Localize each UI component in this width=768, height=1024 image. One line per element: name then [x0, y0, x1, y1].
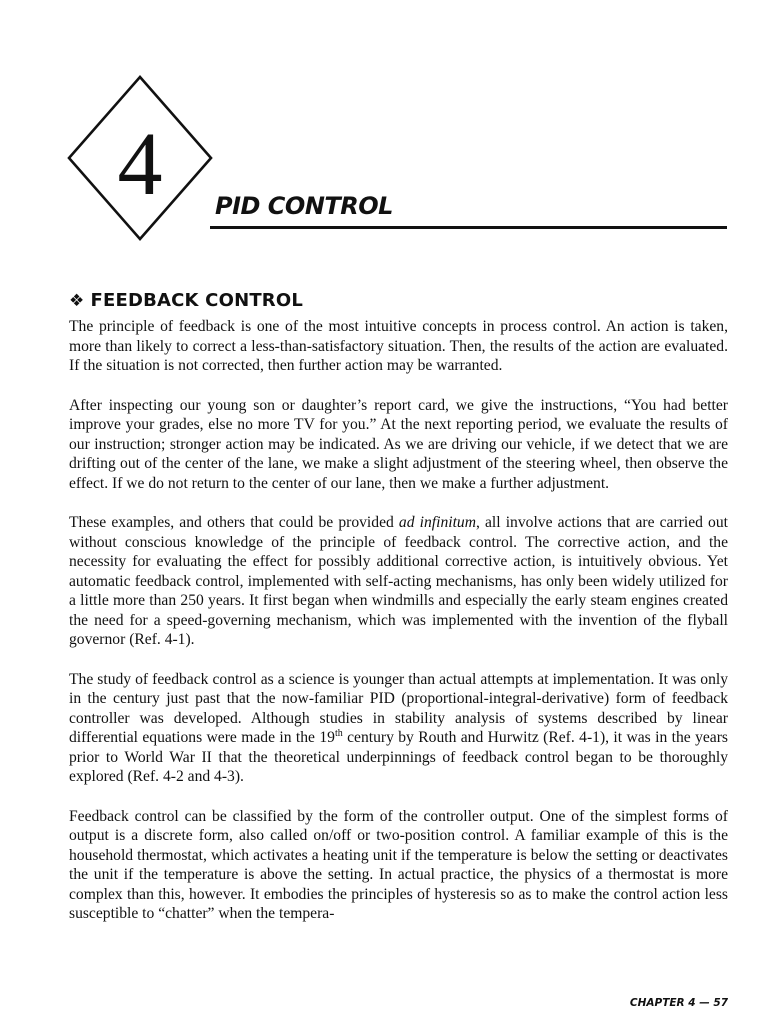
paragraph-3-part-2: , all involve actions that are carried out without conscious knowledge of the principle of feedback control. The corrective action, and the necessity for evaluating the effect for possibly additional corrective action, is intuitively obvious. Yet automatic feedback control, implemented with self-acting mechanisms, has only been widely utilized for a little more than 250 years. It first began when windmills and especially the early steam engines created the need for a speed-governing mechanism, which was implemented with the invention of the flyball governor (Ref. 4-1). [69, 514, 728, 648]
paragraph-3-part-1: These examples, and others that could be provided [69, 514, 399, 531]
paragraph-4-part-2: century by Routh and Hurwitz (Ref. 4-1), it was in the years prior to World War II that the theoretical underpinnings of feedback control began to be thoroughly explored (Ref. 4-2 and 4-3). [69, 729, 728, 785]
section-heading-text: FEEDBACK CONTROL [90, 290, 304, 311]
section-heading [69, 290, 303, 311]
paragraph-2: After inspecting our young son or daughter’s report card, we give the instructions, “You had better improve your grades, else no more TV for you.” At the next reporting period, we evaluate the results of our instruction; stronger action may be indicated. As we are driving our vehicle, if we detect that we are drifting out of the center of the lane, we make a slight adjustment of the steering wheel, then observe the effect. If we do not return to the center of our lane, then we make a further adjustment. [69, 396, 728, 492]
paragraph-4 [69, 670, 728, 787]
body-text [69, 317, 728, 944]
diamond-bullet-icon: ❖ [69, 291, 85, 311]
paragraph-1: The principle of feedback is one of the most intuitive concepts in process control. An action is taken, more than likely to correct a less-than-satisfactory situation. Then, the results of the action are evaluated. If the situation is not corrected, then further action may be warranted. [69, 318, 728, 374]
paragraph-3-italic: ad infinitum [398, 514, 476, 531]
page-footer: CHAPTER 4 — 57 [629, 997, 728, 1009]
chapter-number: 4 [117, 115, 163, 214]
paragraph-3 [69, 513, 728, 650]
paragraph-4-superscript: th [334, 728, 343, 739]
chapter-title: PID CONTROL [215, 192, 393, 220]
paragraph-5: Feedback control can be classified by the form of the controller output. One of the simplest forms of output is a discrete form, also called on/off or two-position control. A familiar example of this is the household thermostat, which activates a heating unit if the temperature is below the setting or deactivates the unit if the temperature is above the setting. In actual practice, the physics of a thermostat is more complex than this, however. It embodies the principles of hysteresis so as to make the control action less susceptible to “chatter” when the tempera- [69, 807, 728, 922]
title-rule [210, 226, 727, 229]
paragraph-4-part-1: The study of feedback control as a science is younger than actual attempts at implementation. It was only in the century just past that the now-familiar PID (proportional-integral-derivative) form of feedback controller was developed. Although studies in stability analysis of systems described by linear differential equations were made in the 19 [69, 670, 728, 746]
chapter-number-diamond [67, 75, 213, 241]
